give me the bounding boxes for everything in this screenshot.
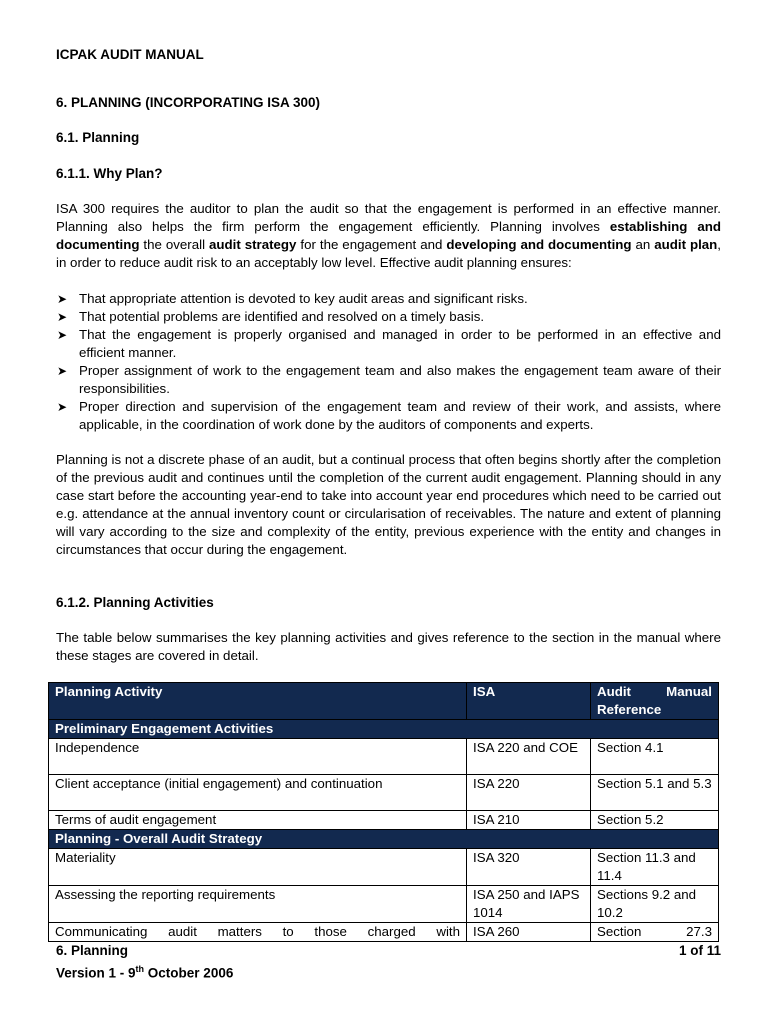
- planning-paragraph: Planning is not a discrete phase of an audit, but a continual process that often begins shortly after the completion of the previous audit and continues until the completion of the current audit engagement. Planning should in any case start before the accounting year-end to take into account year end procedures which need to be carried out e.g. attendance at the annual inventory count or circularisation of receivables. The nature and extent of planning will vary according to the size and complexity of the entity, previous experience with the entity and changes in circumstances that occur during the engagement.: [56, 452, 721, 557]
- intro-paragraph: ISA 300 requires the auditor to plan the audit so that the engagement is performed in an effective manner. Planning also helps the firm perform the engagement efficiently. Planning involves establishing and documenting the overall audit strategy for the engagement and developing and documenting an audit plan, in order to reduce audit risk to an acceptably low level. Effective audit planning ensures:: [56, 201, 722, 270]
- table-cell-activity: Communicating audit matters to those charged with: [49, 923, 467, 942]
- list-item: ➤ That potential problems are identified and resolved on a timely basis.: [57, 309, 485, 324]
- list-item: ➤ That the engagement is properly organised and managed in order to be performed in an effective and efficient manner.: [57, 327, 721, 360]
- sub-heading: 6.1. Planning: [56, 130, 140, 145]
- list-item: ➤ That appropriate attention is devoted to key audit areas and significant risks.: [57, 291, 528, 306]
- table-cell-reference: Section 11.3 and 11.4: [591, 849, 719, 886]
- list-item: ➤ Proper assignment of work to the engagement team and also makes the engagement team aware of their responsibilities.: [57, 363, 721, 396]
- footer-chapter: 6. Planning: [56, 943, 129, 958]
- table-cell-reference: Sections 9.2 and 10.2: [591, 886, 719, 923]
- table-cell-isa: ISA 220: [467, 775, 591, 811]
- arrow-bullet-icon: ➤: [57, 292, 68, 306]
- arrow-bullet-icon: ➤: [57, 364, 68, 378]
- arrow-bullet-icon: ➤: [57, 400, 68, 414]
- table-header-isa: ISA: [467, 683, 591, 720]
- table-cell-reference: Section 5.1 and 5.3: [591, 775, 719, 811]
- table-cell-reference: Section 5.2: [591, 811, 719, 830]
- objectives-list: [56, 290, 721, 434]
- arrow-bullet-icon: ➤: [57, 310, 68, 324]
- table-row: [49, 886, 719, 923]
- table-cell-reference: Section 27.3: [591, 923, 719, 942]
- table-cell-isa: ISA 320: [467, 849, 591, 886]
- footer-page-number: 1 of 11: [678, 943, 721, 958]
- table-row: [49, 811, 719, 830]
- arrow-bullet-icon: ➤: [57, 328, 68, 342]
- footer-line-1: [56, 942, 721, 960]
- table-cell-activity: Independence: [49, 739, 467, 775]
- table-row: [49, 849, 719, 886]
- list-item: ➤ Proper direction and supervision of the engagement team and review of their work, and assists, where applicable, in the coordination of work done by the auditors of components and experts.: [57, 399, 721, 432]
- table-cell-isa: ISA 260: [467, 923, 591, 942]
- why-plan-heading: 6.1.1. Why Plan?: [56, 166, 163, 181]
- table-header-activity: Planning Activity: [49, 683, 467, 720]
- table-row: [49, 775, 719, 811]
- table-row: [49, 739, 719, 775]
- table-cell-reference: Section 4.1: [591, 739, 719, 775]
- doc-title: ICPAK AUDIT MANUAL: [56, 47, 204, 62]
- table-cell-isa: ISA 250 and IAPS 1014: [467, 886, 591, 923]
- table-intro-paragraph: The table below summarises the key planning activities and gives reference to the section in the manual where these stages are covered in detail.: [56, 630, 721, 663]
- table-cell-isa: ISA 220 and COE: [467, 739, 591, 775]
- table-cell-isa: ISA 210: [467, 811, 591, 830]
- activities-heading: 6.1.2. Planning Activities: [56, 595, 214, 610]
- footer-version: Version 1 - 9th October 2006: [56, 964, 234, 981]
- section-heading: 6. PLANNING (INCORPORATING ISA 300): [56, 95, 321, 110]
- table-cell-activity: Materiality: [49, 849, 467, 886]
- table-header-reference: Audit Manual Reference: [591, 683, 719, 720]
- table-cell-activity: Terms of audit engagement: [49, 811, 467, 830]
- table-cell-activity: Assessing the reporting requirements: [49, 886, 467, 923]
- planning-activities-table: [48, 682, 719, 942]
- table-cell-activity: Client acceptance (initial engagement) and continuation: [49, 775, 467, 811]
- table-section-strategy: Planning - Overall Audit Strategy: [49, 830, 719, 849]
- table-section-preliminary: Preliminary Engagement Activities: [49, 720, 719, 739]
- table-row: [49, 923, 719, 942]
